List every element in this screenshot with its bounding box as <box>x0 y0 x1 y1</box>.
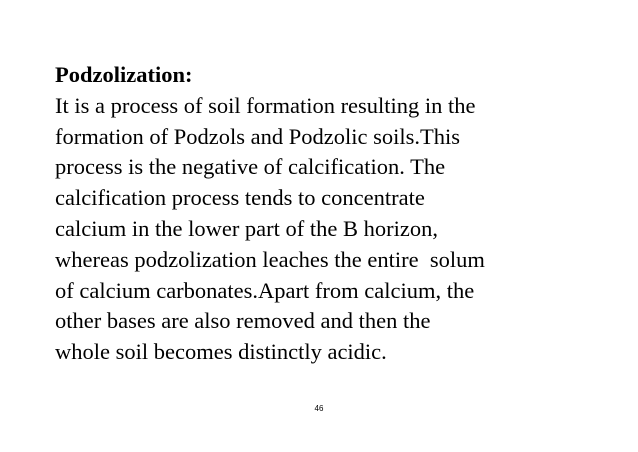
paragraph-line: formation of Podzols and Podzolic soils.This <box>55 123 460 149</box>
slide-heading: Podzolization: <box>55 62 193 87</box>
page-number: 46 <box>314 404 324 413</box>
paragraph-line: It is a process of soil formation resulting in the <box>55 92 476 118</box>
paragraph-line: other bases are also removed and then the <box>55 308 431 334</box>
paragraph-line: whole soil becomes distinctly acidic. <box>55 339 387 365</box>
paragraph-line: calcification process tends to concentrate <box>55 185 425 211</box>
paragraph-line: whereas podzolization leaches the entire solum <box>55 246 485 272</box>
paragraph-line: calcium in the lower part of the B horizon, <box>55 215 439 241</box>
slide-body <box>55 60 615 368</box>
paragraph-line: of calcium carbonates.Apart from calcium, the <box>55 277 475 303</box>
paragraph-line: process is the negative of calcification. The <box>55 154 446 180</box>
